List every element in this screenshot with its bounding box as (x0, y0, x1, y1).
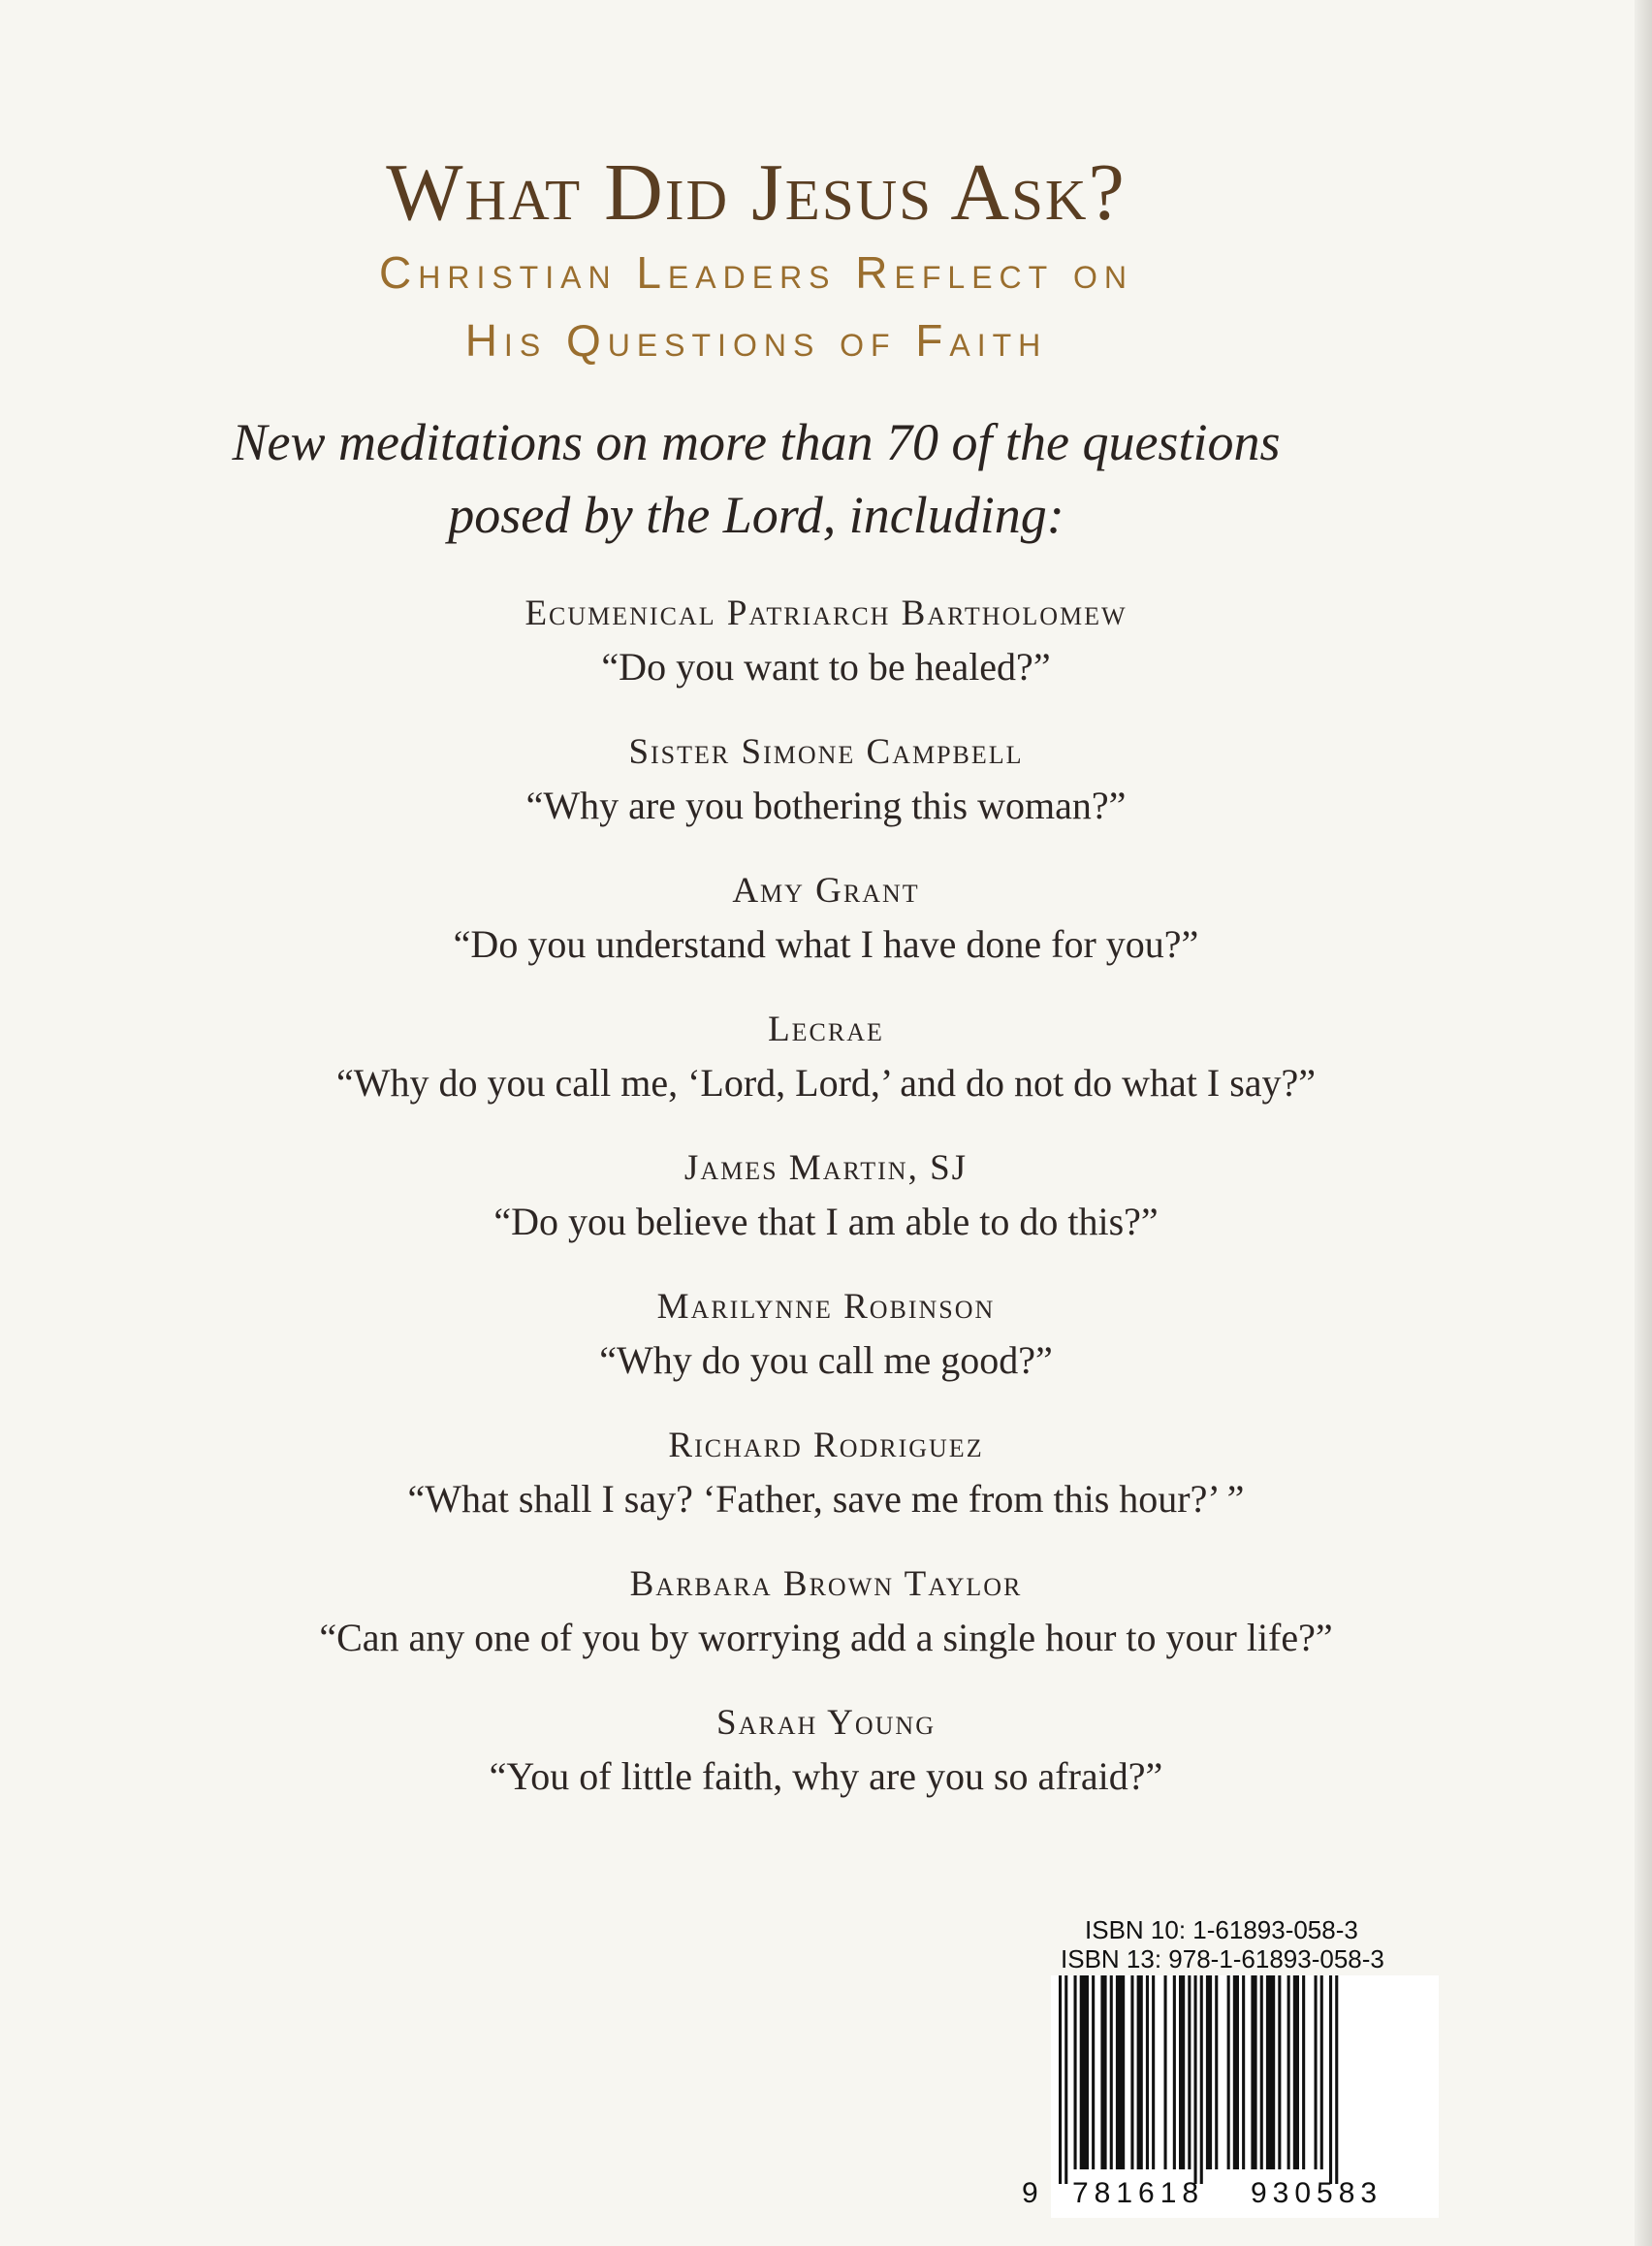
contributor-name: Richard Rodriguez (668, 1426, 984, 1465)
barcode-bar (1194, 1975, 1197, 2184)
barcode-bar (1092, 1975, 1095, 2169)
contributor-name: Amy Grant (732, 871, 920, 911)
contributor-name: Barbara Brown Taylor (629, 1564, 1023, 1604)
contributor-name: Sister Simone Campbell (628, 732, 1024, 772)
barcode-bar (1164, 1975, 1167, 2169)
barcode-bar (1130, 1975, 1133, 2169)
barcode-bar (1329, 1975, 1332, 2184)
barcode-bar (1302, 1975, 1305, 2169)
barcode-bar (1064, 1975, 1067, 2184)
contributor-quote: “Why do you call me good?” (599, 1338, 1053, 1382)
contributor-quote: “Why are you bothering this woman?” (525, 784, 1127, 827)
barcode (1022, 1975, 1439, 2218)
intro-line-1: New meditations on more than 70 of the questions (232, 413, 1281, 471)
contributor-entry (0, 867, 1652, 1006)
contributor-quote: “Do you understand what I have done for you?” (453, 922, 1199, 966)
contributor-entry (0, 728, 1652, 867)
book-title: What Did Jesus Ask? (386, 147, 1127, 238)
barcode-bar (1227, 1975, 1230, 2169)
barcode-right-digits: 930583 (1251, 2177, 1383, 2209)
contributor-quote: “Do you believe that I am able to do this?” (493, 1200, 1159, 1243)
barcode-bar (1242, 1975, 1245, 2169)
contributor-entry (0, 1144, 1652, 1283)
intro-line-2: posed by the Lord, including: (448, 486, 1064, 544)
barcode-bar (1200, 1975, 1203, 2184)
barcode-bar (1100, 1975, 1106, 2169)
barcode-lead-digit: 9 (1022, 2177, 1038, 2209)
barcode-left-digits: 781618 (1072, 2177, 1205, 2209)
contributor-list (0, 590, 1652, 1838)
contributor-entry (0, 590, 1652, 728)
barcode-bar (1320, 1975, 1323, 2169)
barcode-bar (1074, 1975, 1077, 2169)
contributor-name: Sarah Young (716, 1703, 936, 1743)
contributor-name: James Martin, SJ (683, 1148, 969, 1188)
barcode-bar (1206, 1975, 1212, 2169)
contributor-quote: “What shall I say? ‘Father, save me from this hour?’ ” (407, 1477, 1245, 1521)
contributor-entry (0, 1283, 1652, 1422)
barcode-bar (1152, 1975, 1155, 2169)
isbn-13: ISBN 13: 978-1-61893-058-3 (1061, 1944, 1384, 1973)
barcode-bar (1260, 1975, 1263, 2169)
contributor-name: Lecrae (768, 1010, 884, 1049)
barcode-bar (1233, 1975, 1239, 2169)
contributor-entry (0, 1560, 1652, 1699)
barcode-bar (1315, 1975, 1318, 2169)
barcode-bar (1335, 1975, 1338, 2184)
barcode-bar (1251, 1975, 1256, 2169)
barcode-bar (1110, 1975, 1113, 2169)
contributor-quote: “Do you want to be healed?” (601, 645, 1051, 689)
barcode-bar (1293, 1975, 1299, 2169)
contributor-quote: “You of little faith, why are you so afraid?” (489, 1754, 1163, 1798)
barcode-bar (1116, 1975, 1125, 2169)
isbn-block (1051, 1915, 1439, 1973)
subtitle-line-2: His Questions of Faith (464, 315, 1048, 366)
contributor-name: Marilynne Robinson (656, 1287, 996, 1327)
barcode-bar (1080, 1975, 1089, 2169)
subtitle-line-1: Christian Leaders Reflect on (379, 247, 1133, 298)
barcode-bar (1215, 1975, 1218, 2169)
barcode-bar (1137, 1975, 1143, 2169)
barcode-bar (1179, 1975, 1185, 2169)
barcode-bar (1188, 1975, 1191, 2169)
barcode-bar (1278, 1975, 1281, 2169)
isbn-10: ISBN 10: 1-61893-058-3 (1085, 1915, 1358, 1944)
barcode-bar (1146, 1975, 1149, 2169)
contributor-entry (0, 1422, 1652, 1560)
barcode-bar (1173, 1975, 1176, 2169)
barcode-bar (1266, 1975, 1275, 2169)
contributor-entry (0, 1699, 1652, 1838)
contributor-quote: “Why do you call me, ‘Lord, Lord,’ and do not do what I say?” (335, 1061, 1317, 1105)
barcode-bar (1059, 1975, 1062, 2184)
contributor-entry (0, 1006, 1652, 1144)
contributor-name: Ecumenical Patriarch Bartholomew (524, 594, 1128, 633)
contributor-quote: “Can any one of you by worrying add a single hour to your life?” (319, 1616, 1333, 1659)
barcode-bar (1287, 1975, 1290, 2169)
